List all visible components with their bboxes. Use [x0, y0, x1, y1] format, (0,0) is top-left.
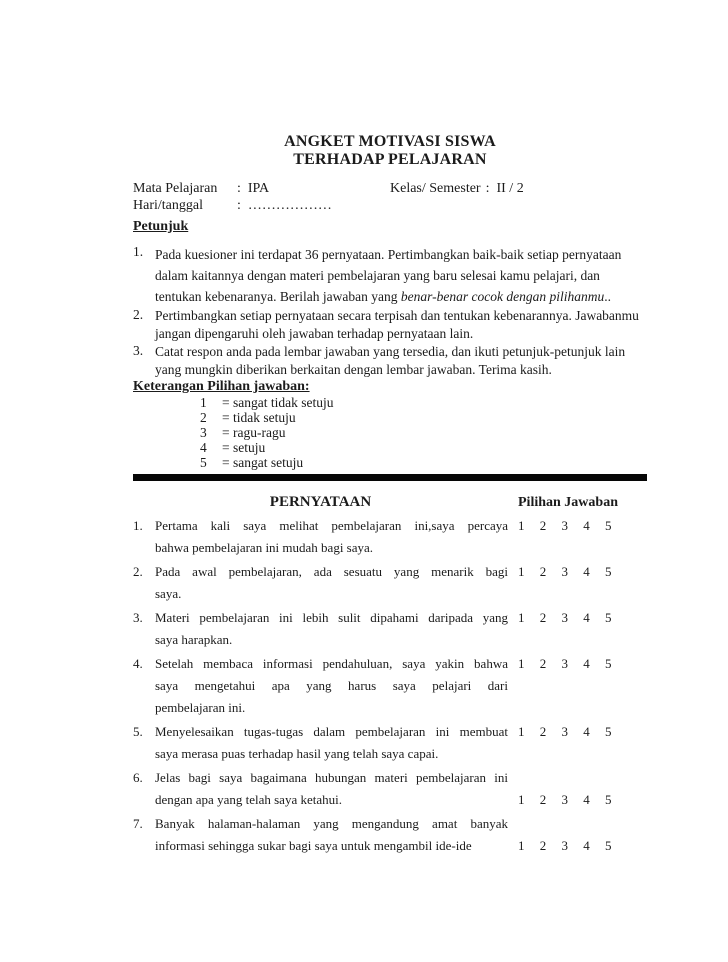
- statement-text: [155, 561, 508, 605]
- petunjuk-item-line: [155, 361, 647, 379]
- date-label: Hari/tanggal: [133, 198, 203, 213]
- keterangan-item-value: 5: [200, 455, 207, 470]
- petunjuk-item-line: [155, 244, 647, 265]
- keterangan-item-label: = tidak setuju: [222, 410, 296, 425]
- text-run: yang mungkin diberikan berkaitan dengan lembar jawaban. Terima kasih.: [155, 362, 552, 377]
- petunjuk-item-number: 1.: [133, 244, 144, 259]
- petunjuk-list: [133, 244, 647, 379]
- semester-separator: :: [485, 181, 490, 196]
- statement-text: [155, 607, 508, 651]
- text-run: Pada kuesioner ini terdapat 36 pernyataan. Pertimbangkan baik-baik setiap pernyataan: [155, 247, 622, 262]
- statement-options-scale: 1 2 3 4 5: [518, 656, 612, 671]
- text-run: benar-benar cocok dengan pilihanmu: [400, 289, 605, 304]
- statement-number: 2.: [133, 564, 143, 579]
- keterangan-heading: Keterangan Pilihan jawaban:: [133, 379, 310, 394]
- petunjuk-item-text: [155, 244, 647, 307]
- petunjuk-item-line: [155, 286, 647, 307]
- statement-text: [155, 653, 508, 719]
- statement-line: Menyelesaikan tugas-tugas dalam pembelajaran ini membuat: [155, 724, 508, 739]
- petunjuk-item-text: [155, 343, 647, 379]
- statement-row: [133, 653, 647, 719]
- statement-row: [133, 813, 647, 857]
- petunjuk-item: [133, 307, 647, 343]
- statement-number: 5.: [133, 724, 143, 739]
- statement-text: [155, 515, 508, 559]
- text-run: Pertimbangkan setiap pernyataan secara terpisah dan tentukan kebenarannya. Jawabanmu: [155, 308, 639, 323]
- statement-line: Materi pembelajaran ini lebih sulit dipahami daripada yang: [155, 610, 508, 625]
- keterangan-item-value: 4: [200, 440, 207, 455]
- statement-row: [133, 561, 647, 605]
- statement-options-scale: 1 2 3 4 5: [518, 838, 612, 853]
- keterangan-item-label: = ragu-ragu: [222, 425, 286, 440]
- keterangan-item: [133, 410, 647, 425]
- doc-title-line2: TERHADAP PELAJARAN: [293, 151, 487, 168]
- table-header: [133, 493, 647, 512]
- section-divider: [133, 474, 647, 481]
- text-run: jangan dipengaruhi oleh jawaban terhadap pernyataan lain.: [155, 326, 474, 341]
- meta-row-subject: [133, 180, 647, 197]
- statement-row: [133, 721, 647, 765]
- statement-line: Jelas bagi saya bagaimana hubungan materi pembelajaran ini: [155, 770, 508, 785]
- statement-line: Banyak halaman-halaman yang mengandung amat banyak: [155, 816, 508, 831]
- semester-label: Kelas/ Semester: [390, 181, 481, 196]
- statement-line: pembelajaran ini.: [155, 700, 246, 715]
- statement-number: 6.: [133, 770, 143, 785]
- text-run: dalam kaitannya dengan materi pembelajaran yang baru selesai kamu pelajari, dan: [155, 268, 600, 283]
- subject-value: IPA: [247, 181, 270, 196]
- statement-options-scale: 1 2 3 4 5: [518, 610, 612, 625]
- keterangan-item-value: 2: [200, 410, 207, 425]
- petunjuk-item-text: [155, 307, 647, 343]
- statement-text: [155, 767, 508, 811]
- keterangan-item: [133, 425, 647, 440]
- petunjuk-item-line: [155, 343, 647, 361]
- date-value: ………………: [247, 198, 332, 213]
- keterangan-item: [133, 455, 647, 470]
- statement-options-scale: 1 2 3 4 5: [518, 724, 612, 739]
- statement-line: Pada awal pembelajaran, ada sesuatu yang menarik bagi: [155, 564, 508, 579]
- keterangan-item-value: 3: [200, 425, 207, 440]
- doc-title-line1: ANGKET MOTIVASI SISWA: [284, 133, 496, 150]
- subject-separator: :: [237, 181, 241, 196]
- statement-options-scale: 1 2 3 4 5: [518, 518, 612, 533]
- text-run: ..: [604, 289, 611, 304]
- statement-number: 4.: [133, 656, 143, 671]
- statement-row: [133, 515, 647, 559]
- subject-label: Mata Pelajaran: [133, 181, 218, 196]
- petunjuk-heading: Petunjuk: [133, 219, 189, 234]
- keterangan-list: [133, 395, 647, 470]
- semester-field: [390, 180, 524, 197]
- petunjuk-item-line: [155, 325, 647, 343]
- keterangan-item-label: = setuju: [222, 440, 266, 455]
- keterangan-item-value: 1: [200, 395, 207, 410]
- statement-line: dengan apa yang telah saya ketahui.: [155, 792, 342, 807]
- doc-title: [133, 133, 647, 169]
- statement-line: Pertama kali saya melihat pembelajaran ini,saya percaya: [155, 518, 508, 533]
- semester-value: II / 2: [496, 181, 524, 196]
- keterangan-item: [133, 395, 647, 410]
- statement-number: 7.: [133, 816, 143, 831]
- statement-options-scale: 1 2 3 4 5: [518, 792, 612, 807]
- statement-line: saya merasa puas terhadap hasil yang telah saya capai.: [155, 746, 439, 761]
- statement-row: [133, 607, 647, 651]
- statement-row: [133, 767, 647, 811]
- statement-line: bahwa pembelajaran ini mudah bagi saya.: [155, 540, 374, 555]
- statement-line: informasi sehingga sukar bagi saya untuk mengambil ide-ide: [155, 838, 472, 853]
- statement-number: 1.: [133, 518, 143, 533]
- date-separator: :: [237, 198, 241, 213]
- petunjuk-item-line: [155, 307, 647, 325]
- statement-options-scale: 1 2 3 4 5: [518, 564, 612, 579]
- keterangan-item-label: = sangat setuju: [222, 455, 304, 470]
- meta-row-date: [133, 197, 647, 214]
- meta-block: [133, 180, 647, 214]
- statement-line: saya mengetahui apa yang harus saya pelajari dari: [155, 678, 508, 693]
- petunjuk-item-line: [155, 265, 647, 286]
- statement-text: [155, 813, 508, 857]
- options-column-header: Pilihan Jawaban: [518, 495, 618, 510]
- statement-line: saya.: [155, 586, 182, 601]
- statement-column-header: PERNYATAAN: [269, 494, 372, 510]
- petunjuk-item: [133, 244, 647, 307]
- petunjuk-item: [133, 343, 647, 379]
- statements-list: [133, 515, 647, 857]
- text-run: Catat respon anda pada lembar jawaban yang tersedia, dan ikuti petunjuk-petunjuk lain: [155, 344, 626, 359]
- petunjuk-item-number: 3.: [133, 343, 144, 358]
- petunjuk-item-number: 2.: [133, 307, 144, 322]
- statement-text: [155, 721, 508, 765]
- keterangan-item: [133, 440, 647, 455]
- statement-line: saya harapkan.: [155, 632, 233, 647]
- statement-number: 3.: [133, 610, 143, 625]
- keterangan-item-label: = sangat tidak setuju: [222, 395, 334, 410]
- statement-line: Setelah membaca informasi pendahuluan, saya yakin bahwa: [155, 656, 508, 671]
- text-run: tentukan kebenaranya. Berilah jawaban yang: [155, 289, 401, 304]
